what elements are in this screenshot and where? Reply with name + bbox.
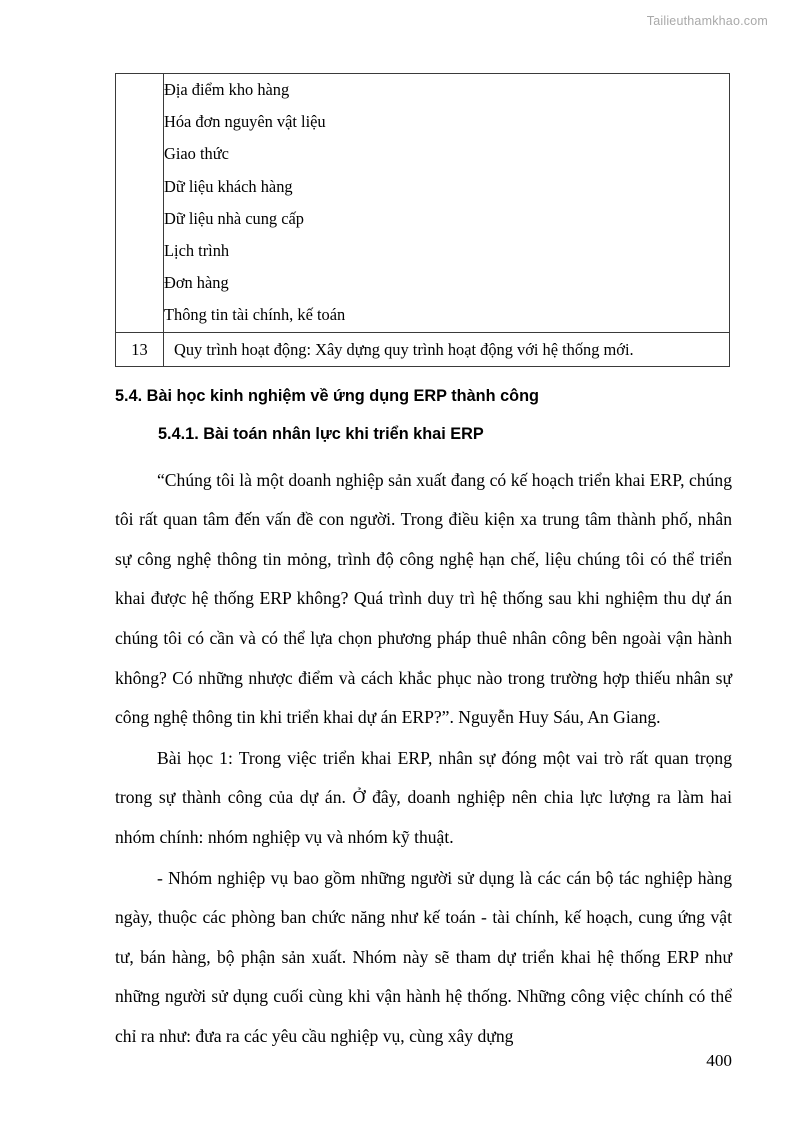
table-cell-number-empty bbox=[116, 74, 164, 333]
table-cell-items bbox=[164, 74, 730, 333]
table-body bbox=[116, 74, 730, 367]
paragraph-group-business: - Nhóm nghiệp vụ bao gồm những người sử dụng là các cán bộ tác nghiệp hàng ngày, thuộc các phòng ban chức năng như kế toán - tài chính, kế hoạch, cung ứng vật tư, bán hàng, bộ phận sản xuất. Nhóm này sẽ tham dự triển khai hệ thống ERP như những người sử dụng cuối cùng khi vận hành hệ thống. Những công việc chính có thể chỉ ra như: đưa ra các yêu cầu nghiệp vụ, cùng xây dựng bbox=[115, 867, 732, 1046]
table-cell-text: Quy trình hoạt động: Xây dựng quy trình hoạt động với hệ thống mới. bbox=[164, 332, 730, 366]
list-item: Thông tin tài chính, kế toán bbox=[164, 305, 346, 325]
table-cell-number: 13 bbox=[116, 332, 164, 366]
section-heading-5-4: 5.4. Bài học kinh nghiệm về ứng dụng ERP thành công bbox=[115, 386, 539, 405]
paragraph-lesson-1: Bài học 1: Trong việc triển khai ERP, nhân sự đóng một vai trò rất quan trọng trong sự thành công của dự án. Ở đây, doanh nghiệp nên chia lực lượng ra làm hai nhóm chính: nhóm nghiệp vụ và nhóm kỹ thuật. bbox=[115, 747, 732, 847]
table-row bbox=[116, 74, 730, 333]
page-number: 400 bbox=[706, 1051, 732, 1070]
list-item: Địa điểm kho hàng bbox=[164, 80, 290, 99]
list-item: Đơn hàng bbox=[164, 273, 229, 293]
list-item: Dữ liệu khách hàng bbox=[164, 176, 293, 196]
list-item: Dữ liệu nhà cung cấp bbox=[164, 208, 304, 228]
requirements-table bbox=[115, 73, 730, 367]
watermark-text: Tailieuthamkhao.com bbox=[646, 14, 768, 28]
list-item: Hóa đơn nguyên vật liệu bbox=[164, 112, 326, 132]
list-item: Giao thức bbox=[164, 144, 229, 164]
table-row bbox=[116, 332, 730, 366]
paragraph-quote: “Chúng tôi là một doanh nghiệp sản xuất đang có kế hoạch triển khai ERP, chúng tôi rất quan tâm đến vấn đề con người. Trong điều kiện xa trung tâm thành phố, nhân sự công nghệ thông tin mỏng, trình độ công nghệ hạn chế, liệu chúng tôi có thể triển khai được hệ thống ERP không? Quá trình duy trì hệ thống sau khi nghiệm thu dự án chúng tôi có cần và có thể lựa chọn phương pháp thuê nhân công bên ngoài vận hành không? Có những nhược điểm và cách khắc phục nào trong trường hợp thiếu nhân sự công nghệ thông tin khi triển khai dự án ERP?”. Nguyễn Huy Sáu, An Giang. bbox=[115, 469, 732, 728]
list-item: Lịch trình bbox=[164, 241, 230, 261]
subsection-heading-5-4-1: 5.4.1. Bài toán nhân lực khi triển khai ERP bbox=[158, 424, 484, 443]
page-content bbox=[115, 0, 732, 1057]
